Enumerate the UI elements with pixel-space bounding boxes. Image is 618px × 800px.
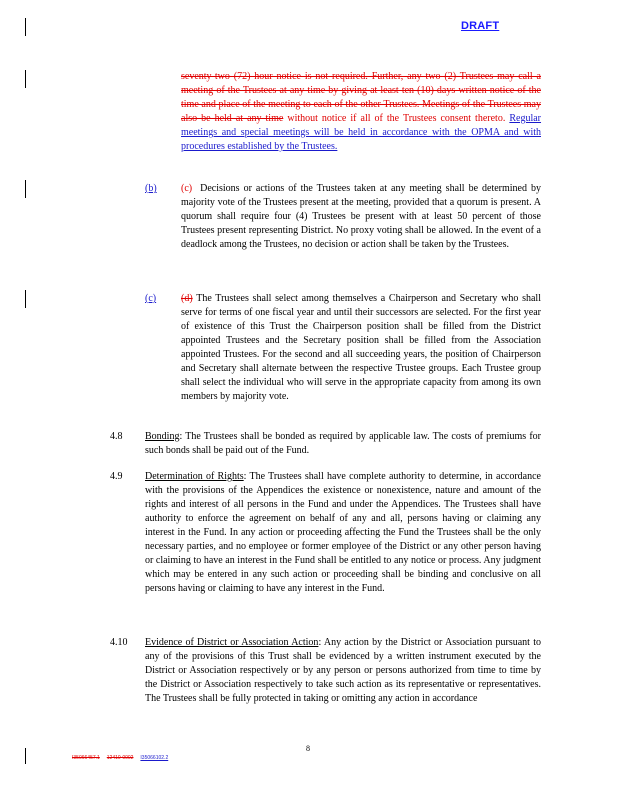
change-bar: [25, 18, 26, 36]
clause-b-paragraph: [181, 182, 541, 252]
section-bonding: Bonding: The Trustees shall be bonded as required by applicable law. The costs of premiums for such bonds shall be paid out of the Fund.: [145, 431, 541, 456]
section-number: 4.9: [110, 471, 123, 482]
section-text: The Trustees shall be bonded as required by applicable law. The costs of premiums for such bonds shall be paid out of the Fund.: [145, 431, 541, 456]
section-text: Any action by the District or Association pursuant to any of the provisions of this Trust shall be evidenced by a written instrument executed by the District or Association respectively or by any person or persons authorized from time to time by the District or Association respectively to take such action as its representative or representatives. The Trustees shall be fully protected in taking or omitting any action in accordance: [145, 637, 541, 704]
change-bar: [25, 180, 26, 198]
section-number: 4.10: [110, 637, 128, 648]
meeting-notice-paragraph: [181, 70, 541, 154]
change-bar: [25, 290, 26, 308]
clause-b-number: [145, 182, 157, 196]
document-id-footer: [72, 755, 168, 761]
page-number: 8: [306, 744, 310, 753]
inserted-clause-number: (c): [145, 293, 157, 304]
change-bar: [25, 748, 26, 764]
section-determination-of-rights: Determination of Rights: The Trustees shall have complete authority to determine, in accordance with the provisions of the Appendices the existence or nonexistence, nature and amount of the rights and interest of all persons in the Fund and under the Appendices. The Trustees shall have authority to enforce the agreement on behalf of any and all, persons having or claiming any interest in the Fund. In any action or proceeding affecting the Fund the Trustees shall be the only necessary parties, and no employee or former employee of the District or any other person having or claiming to have an interest in the Fund shall be entitled to any notice or process. Any judgment which may be entered in any such action or proceeding shall be binding and conclusive on all persons having or claiming to have any interest in the Fund.: [145, 471, 541, 594]
clause-b-text: Decisions or actions of the Trustees taken at any meeting shall be determined by majority vote of the Trustees present at the meeting, provided that a quorum is present. A quorum shall require four (4) Trustees be present with at least 50 percent of those Trustees present representing District. No proxy voting shall be allowed. In the event of a deadlock among the Trustees, no decision or action shall be taken by the Trustees.: [181, 183, 541, 250]
section-heading: Determination of Rights: [145, 471, 244, 482]
deleted-clause-number: (d): [181, 293, 193, 304]
clause-c-text: The Trustees shall select among themselves a Chairperson and Secretary who shall serve for terms of one fiscal year and until their successors are selected. For the first year of existence of this Trust the Chairperson position shall be filled from the District appointed Trustees and the Secretary position shall be filled from the Association appointed Trustees. For the second and all succeeding years, the position of Chairperson and Secretary shall alternate between the respective Trustee groups. Each Trustee group shall select the individual who will serve in the appropriate capacity from among its own members by majority vote.: [181, 293, 541, 402]
inserted-clause-number: (b): [145, 183, 157, 194]
section-heading: Bonding: [145, 431, 180, 442]
section-number: 4.8: [110, 431, 123, 442]
change-bar: [25, 70, 26, 88]
draft-watermark-label: DRAFT: [461, 20, 500, 32]
deleted-text: seventy-two (72) hour notice is not required. Further, any two (2) Trustees may call a meeting of the Trustees at any time by giving at least ten (10) days written notice of the time and place of the meeting to each of the other Trustees. Meetings of the Trustees may also be held at any time: [181, 71, 541, 124]
document-matter-id: 12410-0002: [106, 755, 134, 761]
section-text: The Trustees shall have complete authority to determine, in accordance with the provisions of the Appendices the existence or nonexistence, nature and amount of the rights and interest of all persons in the Fund and under the Appendices. The Trustees shall have authority to enforce the agreement on behalf of any and all, persons having or claiming any interest in the Fund. In any action or proceeding affecting the Fund the Trustees shall be the only necessary parties, and no employee or former employee of the District or any other person having or claiming to have an interest in the Fund shall be entitled to any notice or process. Any judgment which may be entered in any such action or proceeding shall be binding and conclusive on all persons having or claiming to have any interest in the Fund.: [145, 471, 541, 594]
clause-c-number: [145, 292, 156, 306]
changed-text: without notice if all of the Trustees consent thereto.: [287, 113, 506, 124]
inserted-text: Regular meetings and special meetings will be held in accordance with the OPMA and with procedures established by the Trustees.: [181, 113, 542, 152]
section-evidence-of-action: Evidence of District or Association Action: Any action by the District or Association pursuant to any of the provisions of this Trust shall be evidenced by a written instrument executed by the District or Association respectively or by any person or persons authorized from time to time by the District or Association respectively to take such action as its representative or representatives. The Trustees shall be fully protected in taking or omitting any action in accordance: [145, 637, 541, 704]
clause-c-paragraph: [181, 292, 541, 404]
section-heading: Evidence of District or Association Action: [145, 637, 319, 648]
old-document-id: I35066457.1: [72, 755, 100, 761]
old-clause-number: (c): [181, 183, 193, 194]
new-document-id: I35066102.2: [140, 755, 169, 761]
